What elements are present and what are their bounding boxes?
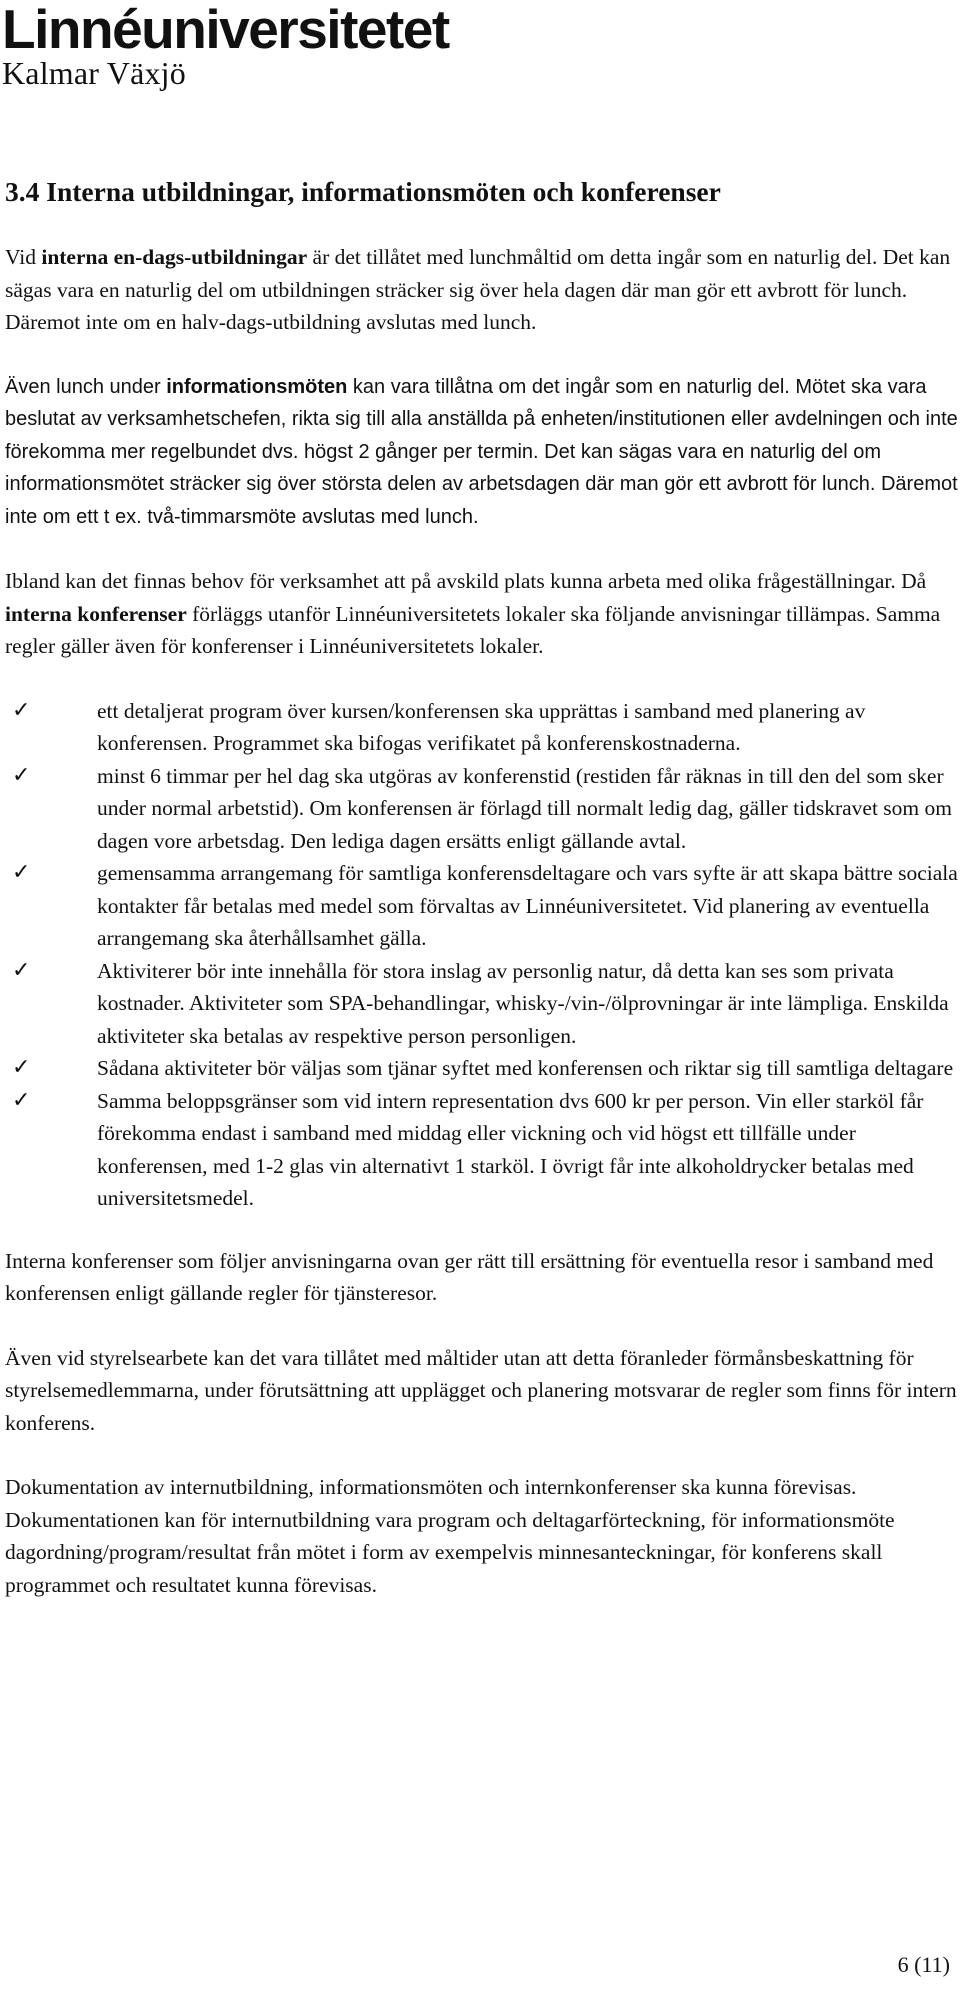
bold-term: informationsmöten	[166, 375, 348, 398]
checklist-item-text: Samma beloppsgränser som vid intern representation dvs 600 kr per person. Vin eller starköl får förekomma endast i samband med middag eller vickning och vid högst ett tillfälle under konferensen, med 1-2 glas vin alternativt 1 starköl. I övrigt får inte alkoholdrycker betalas med universitetsmedel.	[97, 1088, 924, 1210]
paragraph-internal-conferences	[5, 565, 960, 663]
paragraph-travel-compensation: Interna konferenser som följer anvisningarna ovan ger rätt till ersättning för eventuella resor i samband med konferensen enligt gällande regler för tjänsteresor.	[5, 1248, 934, 1305]
checklist-item	[5, 955, 960, 1053]
section-heading: 3.4 Interna utbildningar, informationsmöten och konferenser	[5, 176, 721, 207]
checklist-item	[5, 760, 960, 858]
checklist-item-text: Aktiviterer bör inte innehålla för stora inslag av personlig natur, då detta kan ses som privata kostnader. Aktiviteter som SPA-behandlingar, whisky-/vin-/ölprovningar är inte lämpliga. Enskilda aktiviteter ska betalas av respektive person personligen.	[97, 958, 949, 1048]
checkmark-icon: ✓	[12, 1087, 31, 1113]
checklist-item-text: ett detaljerat program över kursen/konferensen ska upprättas i samband med planering av konferensen. Programmet ska bifogas verifikatet på konferenskostnaderna.	[97, 698, 866, 755]
checklist-item	[5, 695, 960, 760]
paragraph-board-work: Även vid styrelsearbete kan det vara tillåtet med måltider utan att detta föranleder förmånsbeskattning för styrelsemedlemmarna, under förutsättning att upplägget och planering motsvarar de regler som finns för intern konferens.	[5, 1345, 957, 1435]
document-body	[5, 241, 960, 1633]
checkmark-icon: ✓	[12, 1055, 31, 1080]
checklist-item-text: gemensamma arrangemang för samtliga konferensdeltagare och vars syfte är att skapa bättre sociala kontakter får betalas med medel som förvaltas av Linnéuniversitetet. Vid planering av eventuella arrangemang ska återhållsamhet gälla.	[97, 861, 958, 950]
checkmark-icon: ✓	[12, 762, 31, 788]
bold-term: interna konferenser	[5, 601, 187, 626]
logo-subtitle: Kalmar Växjö	[2, 55, 186, 91]
logo-name: Linnéuniversitetet	[2, 0, 449, 60]
university-logo	[2, 0, 449, 90]
text: Ibland kan det finnas behov för verksamhet att på avskild plats kunna arbeta med olika frågeställningar. Då	[5, 569, 927, 593]
text: är det tillåtet med lunchmåltid om detta ingår som en naturlig del. Det kan sägas vara en naturlig del om utbildningen sträcker sig över hela dagen där man gör ett avbrott för lunch. Däremot inte om en halv-dags-utbildning avslutas med lunch.	[5, 245, 951, 334]
text: kan vara tillåtna om det ingår som en naturlig del. Mötet ska vara beslutat av verksamhetschefen, rikta sig till alla anställda på enheten/institutionen eller avdelningen och inte förekomma mer regelbundet dvs. högst 2 gånger per termin. Det kan sägas vara en naturlig del om informationsmötet sträcker sig över största delen av arbetsdagen där man gör ett avbrott för lunch. Däremot inte om ett t ex. två-timmarsmöte avslutas med lunch.	[5, 375, 958, 528]
paragraph-internal-training	[5, 241, 960, 339]
paragraph-documentation: Dokumentation av internutbildning, informationsmöten och internkonferenser ska kunna förevisas. Dokumentationen kan för internutbildning vara program och deltagarförteckning, för informationsmöte dagordning/program/resultat från mötet i form av exempelvis minnesanteckningar, för konferens skall programmet och resultatet kunna förevisas.	[5, 1475, 895, 1597]
checklist-item-text: Sådana aktiviteter bör väljas som tjänar syftet med konferensen och riktar sig till samtliga deltagare	[97, 1056, 954, 1080]
checklist-item	[5, 1085, 960, 1215]
paragraph-information-meetings	[5, 371, 960, 534]
bold-term: interna en-dags-utbildningar	[41, 245, 308, 269]
text: förläggs utanför Linnéuniversitetets lokaler ska följande anvisningar tillämpas. Samma regler gäller även för konferenser i Linnéuniversitetets lokaler.	[5, 601, 941, 658]
checklist-item	[5, 857, 960, 955]
checkmark-icon: ✓	[12, 860, 31, 885]
checklist-item	[5, 1052, 960, 1085]
text: Vid	[5, 245, 42, 269]
checklist-item-text: minst 6 timmar per hel dag ska utgöras av konferenstid (restiden får räknas in till den del som sker under normal arbetstid). Om konferensen är förlagd till normalt ledig dag, gäller tidskravet som om dagen vore arbetsdag. Den lediga dagen ersätts enligt gällande avtal.	[97, 763, 952, 853]
checkmark-icon: ✓	[12, 697, 31, 723]
conference-rules-checklist	[5, 695, 960, 1215]
checkmark-icon: ✓	[12, 957, 31, 983]
text: Även lunch under	[5, 375, 167, 398]
page-number: 6 (11)	[897, 1952, 950, 1977]
